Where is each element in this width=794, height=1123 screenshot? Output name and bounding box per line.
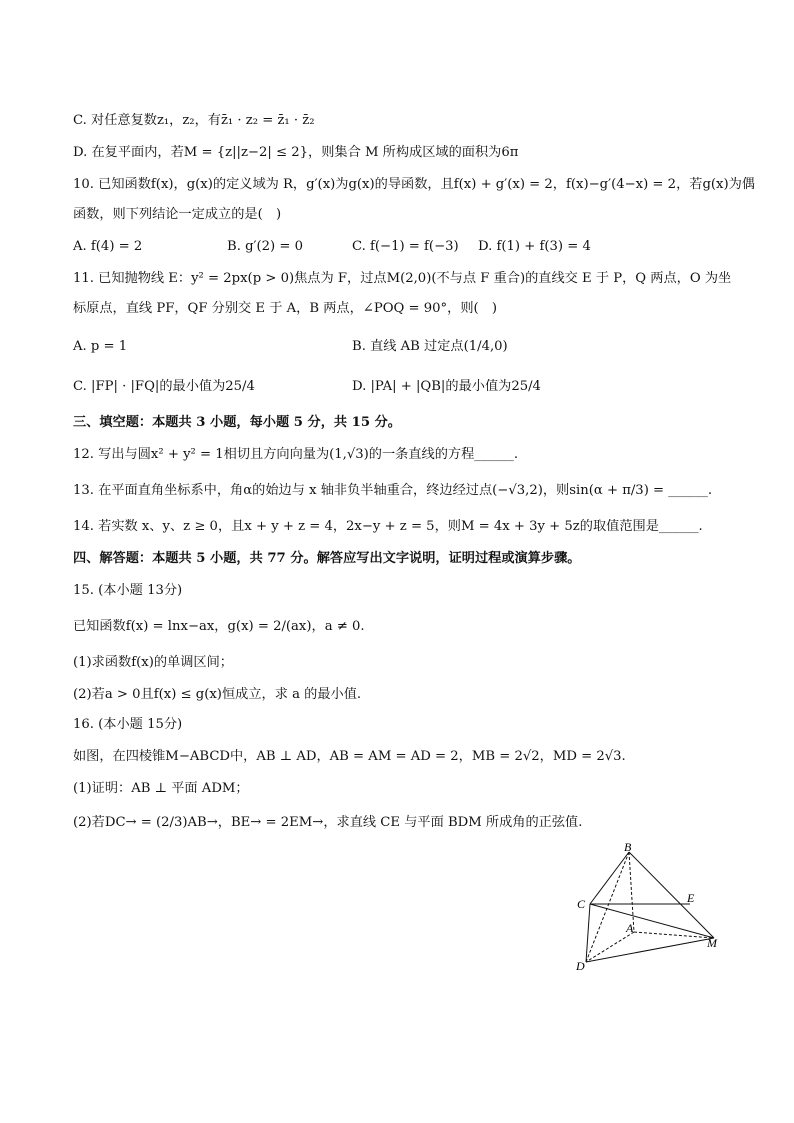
- q11-stem-line2: 标原点，直线 PF，QF 分别交 E 于 A，B 两点，∠POQ = 90°，则( ): [73, 301, 497, 316]
- edge-bd: [586, 852, 629, 962]
- q11-option-a: A. p = 1: [73, 339, 128, 354]
- label-e: E: [687, 891, 695, 905]
- q14: 14. 若实数 x、y、z ≥ 0，且x + y + z = 4，2x−y + z = 5，则M = 4x + 3y + 5z的取值范围是______.: [73, 519, 703, 534]
- edge-bm: [629, 852, 714, 938]
- q11-option-d: D. |PA| + |QB|的最小值为25/4: [352, 379, 541, 394]
- edge-bc: [590, 852, 629, 904]
- q13: 13. 在平面直角坐标系中，角α的始边与 x 轴非负半轴重合，终边经过点(−√3,2)，则sin(α + π/3) = ______.: [73, 483, 713, 498]
- edge-cm: [590, 904, 714, 938]
- label-c: C: [577, 897, 586, 911]
- q16-part1: (1)证明：AB ⊥ 平面 ADM；: [73, 781, 249, 796]
- label-b: B: [624, 840, 632, 854]
- edge-dm: [586, 938, 714, 962]
- q15-stem: 已知函数f(x) = lnx−ax，g(x) = 2/(ax)，a ≠ 0.: [73, 619, 365, 634]
- q15-part1: (1)求函数f(x)的单调区间；: [73, 655, 233, 670]
- q12: 12. 写出与圆x² + y² = 1相切且方向向量为(1,√3)的一条直线的方程______.: [73, 447, 519, 462]
- section-3-heading: 三、填空题：本题共 3 小题，每小题 5 分，共 15 分。: [73, 415, 401, 430]
- q15-header: 15. (本小题 13分): [73, 583, 183, 598]
- q10-option-d: D. f(1) + f(3) = 4: [478, 239, 591, 254]
- edge-ba: [629, 852, 634, 932]
- q9-option-c: C. 对任意复数z₁，z₂，有z̄₁ · z₂ = z̄₁ · z̄₂: [73, 113, 315, 128]
- q9-option-d: D. 在复平面内，若M = {z||z−2| ≤ 2}，则集合 M 所构成区域的面积为6π: [73, 145, 519, 160]
- edge-cd: [586, 904, 590, 962]
- q10-stem-line1: 10. 已知函数f(x)，g(x)的定义域为 R，g′(x)为g(x)的导函数，且f(x) + g′(x) = 2，f(x)−g′(4−x) = 2，若g(x)为偶: [73, 177, 755, 192]
- q11-stem-line1: 11. 已知抛物线 E：y² = 2px(p > 0)焦点为 F，过点M(2,0)(不与点 F 重合)的直线交 E 于 P，Q 两点，O 为坐: [73, 271, 732, 286]
- q16-part2: (2)若DC→ = (2/3)AB→，BE→ = 2EM→，求直线 CE 与平面 BDM 所成角的正弦值.: [73, 815, 583, 830]
- label-a: A: [626, 921, 634, 935]
- q10-option-c: C. f(−1) = f(−3): [352, 239, 459, 254]
- q10-stem-line2: 函数，则下列结论一定成立的是( ): [73, 207, 282, 222]
- section-4-heading: 四、解答题：本题共 5 小题，共 77 分。解答应写出文字说明，证明过程或演算步骤。: [73, 551, 581, 566]
- q15-part2: (2)若a > 0且f(x) ≤ g(x)恒成立，求 a 的最小值.: [73, 687, 362, 702]
- pyramid-figure: [572, 840, 732, 975]
- label-d: D: [576, 959, 585, 973]
- label-m: M: [707, 936, 717, 950]
- q10-option-b: B. g′(2) = 0: [227, 239, 304, 254]
- q11-option-b: B. 直线 AB 过定点(1/4,0): [352, 339, 508, 354]
- q11-option-c: C. |FP| · |FQ|的最小值为25/4: [73, 379, 255, 394]
- q10-option-a: A. f(4) = 2: [73, 239, 143, 254]
- q16-header: 16. (本小题 15分): [73, 717, 183, 732]
- q16-stem: 如图，在四棱锥M−ABCD中，AB ⊥ AD，AB = AM = AD = 2，MB = 2√2，MD = 2√3.: [73, 749, 626, 764]
